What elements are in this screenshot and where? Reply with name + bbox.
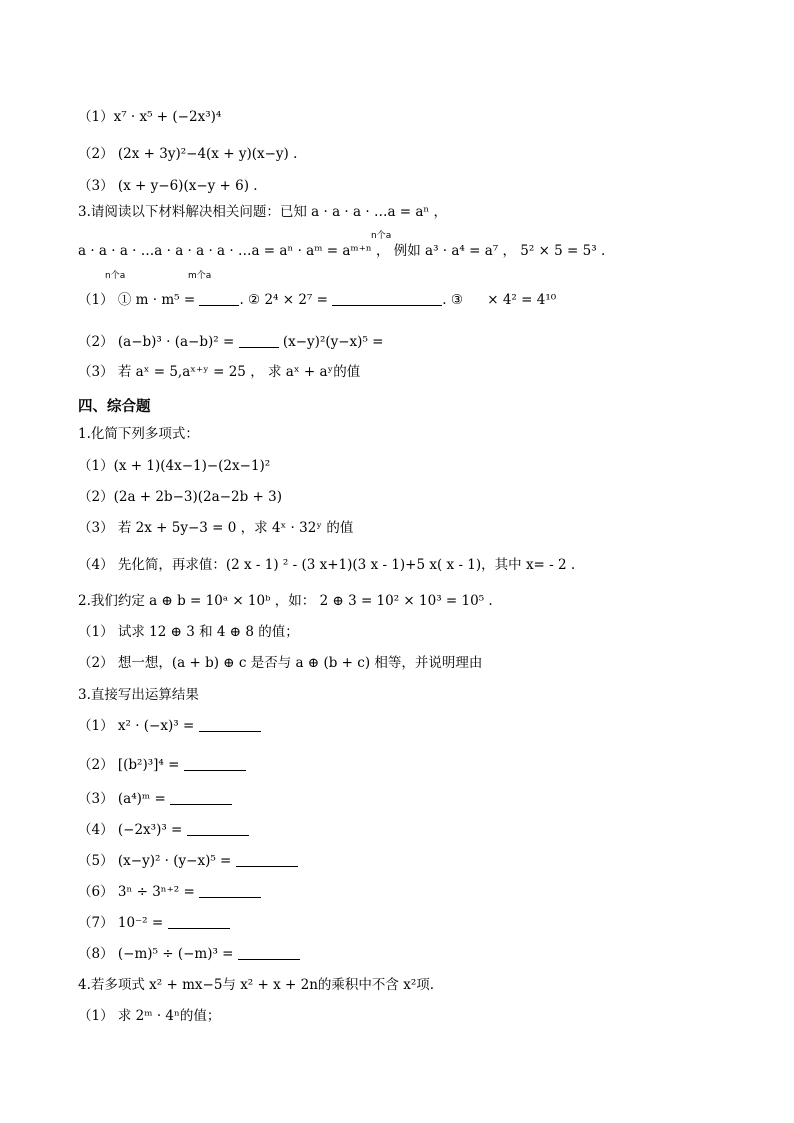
q3-item-4	[78, 821, 249, 839]
problem-3-intro: 3.请阅读以下材料解决相关问题：已知 a · a · a · …a = aⁿ ，	[78, 204, 448, 220]
answer-blank[interactable]	[239, 333, 279, 348]
problem-3-item-2	[78, 333, 383, 351]
item-2-part-a: （2） (a−b)³ · (a−b)² =	[78, 334, 235, 350]
answer-blank[interactable]	[187, 821, 249, 836]
problem-2-item-2: （2） (2x + 3y)²−4(x + y)(x−y) .	[78, 146, 298, 162]
q3-expr: （7） 10⁻² =	[78, 915, 164, 931]
q3-expr: （4） (−2x³)³ =	[78, 822, 183, 838]
q4-title: 4.若多项式 x² + mx−5与 x² + x + 2n的乘积中不含 x²项.	[78, 977, 435, 993]
section-heading: 四、综合题	[78, 399, 151, 415]
q3-item-8	[78, 945, 300, 963]
q3-item-5	[78, 852, 298, 870]
q3-expr: （2） [(b²)³]⁴ =	[78, 757, 180, 773]
item-1-part-d: × 4² = 4¹⁰	[487, 292, 557, 308]
item-1-part-c: . ③	[442, 292, 463, 308]
item-1-part-a: （1） ① m · m⁵ =	[78, 292, 196, 308]
underbrace-label-n2: n个a	[105, 271, 126, 281]
problem-3-rule: a · a · a · …a · a · a · a · …a = aⁿ · aᵐ = aᵐ⁺ⁿ ， 例如 a³ · a⁴ = a⁷ ， 5² × 5 = 5³ .	[78, 243, 606, 259]
answer-blank[interactable]	[168, 914, 230, 929]
q3-expr: （3） (a⁴)ᵐ =	[78, 791, 166, 807]
answer-blank[interactable]	[236, 852, 298, 867]
q2-item-2: （2） 想一想，(a + b) ⊕ c 是否与 a ⊕ (b + c) 相等，并说明理由	[78, 655, 483, 671]
q2-title: 2.我们约定 a ⊕ b = 10ᵃ × 10ᵇ ，如： 2 ⊕ 3 = 10² × 10³ = 10⁵ .	[78, 593, 493, 609]
q1-item-3: （3） 若 2x + 5y−3 = 0 ，求 4ˣ · 32ʸ 的值	[78, 520, 354, 536]
q3-item-7	[78, 914, 230, 932]
problem-2-item-3: （3） (x + y−6)(x−y + 6) .	[78, 178, 258, 194]
problem-2-item-1: （1）x⁷ · x⁵ + (−2x³)⁴	[78, 109, 222, 125]
q1-item-2: （2）(2a + 2b−3)(2a−2b + 3)	[78, 489, 282, 505]
answer-blank[interactable]	[170, 790, 232, 805]
answer-blank[interactable]	[199, 291, 239, 306]
q1-item-1: （1）(x + 1)(4x−1)−(2x−1)²	[78, 458, 271, 474]
q4-item-1: （1） 求 2ᵐ · 4ⁿ的值；	[78, 1008, 221, 1024]
answer-blank[interactable]	[238, 945, 300, 960]
q3-item-2	[78, 756, 246, 774]
problem-3-item-1	[78, 291, 556, 309]
q3-item-6	[78, 883, 261, 901]
answer-blank[interactable]	[199, 883, 261, 898]
answer-blank[interactable]	[467, 292, 487, 306]
q2-item-1: （1） 试求 12 ⊕ 3 和 4 ⊕ 8 的值；	[78, 624, 299, 640]
q3-expr: （5） (x−y)² · (y−x)⁵ =	[78, 853, 232, 869]
q3-expr: （8） (−m)⁵ ÷ (−m)³ =	[78, 946, 234, 962]
item-2-part-b: (x−y)²(y−x)⁵ =	[282, 334, 384, 350]
answer-blank[interactable]	[332, 291, 442, 306]
underbrace-label-m: m个a	[188, 271, 212, 281]
q1-item-4: （4） 先化简，再求值：(2 x - 1) ² - (3 x+1)(3 x - 1)+5 x( x - 1)，其中 x= - 2 .	[78, 557, 576, 573]
q3-expr: （6） 3ⁿ ÷ 3ⁿ⁺² =	[78, 884, 195, 900]
q1-title: 1.化简下列多项式：	[78, 426, 199, 442]
q3-expr: （1） x² · (−x)³ =	[78, 718, 195, 734]
answer-blank[interactable]	[199, 717, 261, 732]
underbrace-label-n: n个a	[371, 231, 392, 241]
problem-3-item-3: （3） 若 aˣ = 5,aˣ⁺ʸ = 25 ， 求 aˣ + aʸ的值	[78, 364, 361, 380]
item-1-part-b: . ② 2⁴ × 2⁷ =	[239, 292, 328, 308]
q3-item-1	[78, 717, 261, 735]
answer-blank[interactable]	[184, 756, 246, 771]
q3-item-3	[78, 790, 232, 808]
q3-title: 3.直接写出运算结果	[78, 687, 199, 703]
